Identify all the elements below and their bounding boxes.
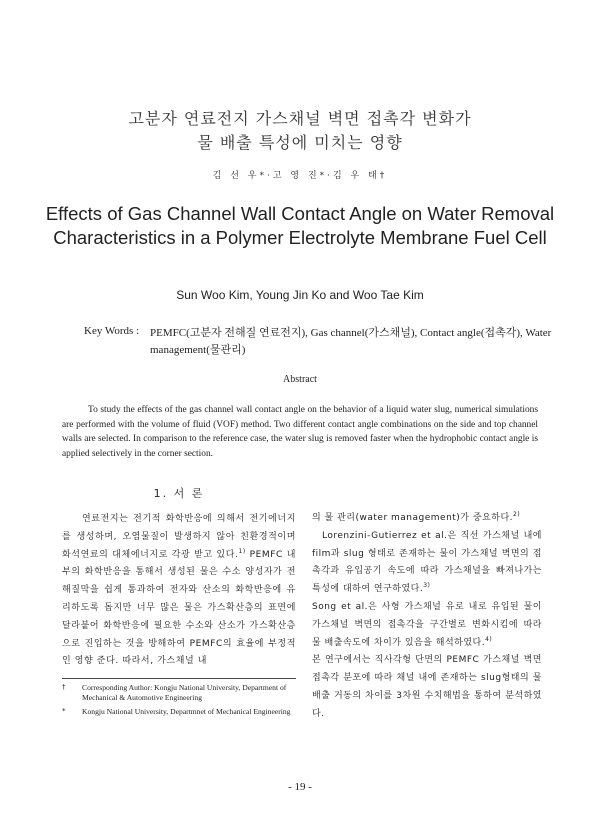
- page-number: - 19 -: [288, 781, 312, 793]
- footnote-corresponding-author: [62, 683, 296, 702]
- korean-authors: 김 선 우*·고 영 진*·김 우 태†: [212, 171, 388, 181]
- paragraph: [312, 599, 542, 652]
- paragraph: [312, 528, 542, 599]
- citation-ref: 4): [485, 635, 493, 643]
- intro-text-part1: 연료전지는 전기적 화학반응에 의해서 전기에너지를 생성하며, 오염물질이 발생하지 않아 친환경적이며 화석연료의 대체에너지로 각광 받고 있다.: [62, 514, 296, 560]
- left-column-body: [62, 511, 296, 671]
- paragraph-text: 의 물 관리(water management)가 중요하다.: [312, 513, 514, 523]
- footnote-affiliation: [62, 707, 296, 717]
- footnote-mark: *: [62, 707, 66, 715]
- right-column-body: [312, 510, 542, 724]
- english-title: Effects of Gas Channel Wall Contact Angle on Water Removal Characteristics in a Polymer Electrolyte Membrane Fuel Cell: [45, 203, 555, 248]
- intro-text-part2: PEMFC 내부의 화학반응을 통해서 생성된 물은 수소 양성자가 전해질막을 쉽게 통과하여 전자와 산소의 화학반응에 유리하도록 돕지만 너무 많은 물은 가스확산층의 표면에 달라붙어 화학반응에 필요한 수소와 산소가 가스확산층으로 진입하는 것을 방해하여 PEMFC의 효율에 부정적인 영향 준다. 따라서, 가스채널 내: [62, 549, 296, 667]
- paragraph-text: Lorenzini-Gutierrez et al.은 직선 가스채널 내에 film과 slug 형태로 존재하는 물이 가스채널 벽면의 접촉각과 유입공기 속도에 따라 가스채널을 빠져나가는 특성에 대하여 연구하였다.: [312, 530, 542, 595]
- abstract-heading: Abstract: [283, 374, 317, 385]
- abstract-body: To study the effects of the gas channel wall contact angle on the behavior of a liquid water slug, numerical simulations are performed with the volume of fluid (VOF) method. Two different contact angle combinations on the side and top channel walls are selected. In comparison to the reference case, the water slug is removed faster when the hydrophobic contact angle is applied selectively in the corner section.: [62, 405, 538, 460]
- footnote-text: Corresponding Author: Kongju National University, Department of Mechanical & Automotive Engineering: [82, 683, 287, 702]
- keywords-text: PEMFC(고분자 전해질 연료전지), Gas channel(가스채널), Contact angle(접촉각), Water management(물관리): [150, 327, 552, 356]
- korean-title-line2: 물 배출 특성에 미치는 영향: [197, 133, 403, 152]
- citation-ref: 1): [238, 547, 246, 555]
- keywords-label: Key Words :: [84, 325, 140, 337]
- section-heading-introduction: 1. 서 론: [153, 487, 205, 500]
- paragraph: [312, 652, 542, 723]
- paragraph: [312, 510, 542, 528]
- footnote-divider: [62, 678, 296, 679]
- citation-ref: 2): [513, 511, 521, 518]
- korean-title-line1: 고분자 연료전지 가스채널 벽면 접촉각 변화가: [128, 109, 472, 128]
- footnote-mark: †: [62, 683, 66, 691]
- paragraph-text: Song et al.은 사형 가스채널 유로 내로 유입된 물이 가스채널 벽면의 접촉각을 구간별로 변화시킴에 따라 물 배출속도에 차이가 있음을 해석하였다.: [312, 601, 542, 648]
- footnote-text: Kongju National University, Departmnet of Mechanical Engineering: [82, 707, 291, 716]
- english-authors: Sun Woo Kim, Young Jin Ko and Woo Tae Kim: [176, 288, 424, 302]
- paragraph-text: 본 연구에서는 직사각형 단면의 PEMFC 가스채널 벽면 접촉각 분포에 따라 채널 내에 존재하는 slug형태의 물 배출 거동의 차이를 3차원 수치해법을 통하여 분석하였다.: [312, 655, 542, 719]
- citation-ref: 3): [423, 582, 431, 590]
